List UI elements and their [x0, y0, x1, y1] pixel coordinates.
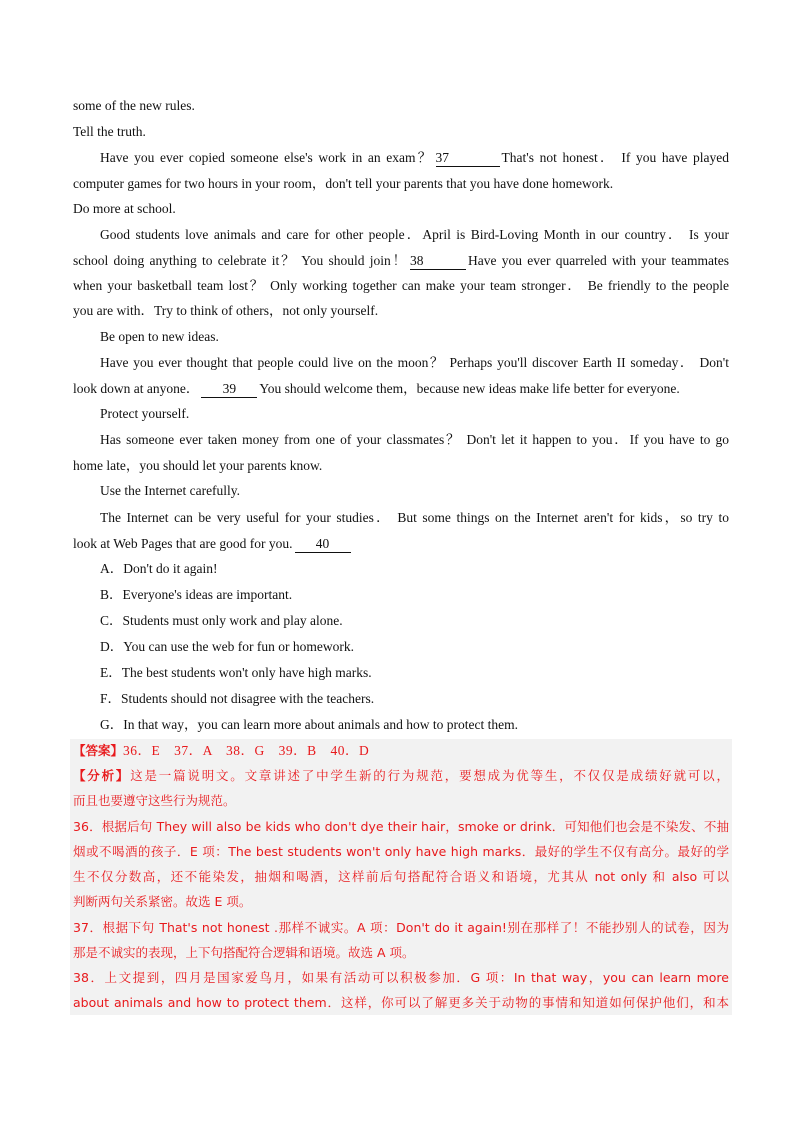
section-heading-protect: Protect yourself.	[100, 406, 190, 421]
blank-38: 38	[410, 253, 466, 270]
passage-line: some of the new rules.	[73, 98, 195, 113]
blank-40: 40	[295, 536, 351, 553]
answer-line	[73, 741, 729, 761]
option-f: F．Students should not disagree with the teachers.	[100, 691, 375, 706]
section-heading-open-ideas: Be open to new ideas.	[100, 329, 219, 344]
passage-line: Good students love animals and care for other people．April is Bird-Loving Month in our country． Is your	[100, 227, 729, 242]
explanation-line: 烟或不喝酒的孩子．E 项：The best students won't only have high marks．最好的学生不仅有高分。最好的学	[73, 844, 729, 859]
passage-line: Has someone ever taken money from one of your classmates？ Don't let it happen to you．If you have to go	[100, 432, 729, 447]
analysis-line: 【分析】这是一篇说明文。文章讲述了中学生新的行为规范，要想成为优等生，不仅仅是成绩好就可以，	[73, 768, 729, 783]
explanation-line: 判断两句关系紧密。故选 E 项。	[73, 894, 252, 909]
analysis-label: 【分析】	[73, 768, 131, 783]
passage-line: look down at anyone． 39 You should welcome them，because new ideas make life better for everyone.	[73, 381, 680, 396]
passage-line: look at Web Pages that are good for you. 40	[73, 534, 729, 554]
explanation-line: 那是不诚实的表现，上下句搭配符合逻辑和语境。故选 A 项。	[73, 945, 415, 960]
section-heading-tell-truth: Tell the truth.	[73, 124, 146, 139]
passage-line: Have you ever copied someone else's work in an exam？ 37 That's not honest． If you have played	[100, 150, 729, 165]
passage-line: home late，you should let your parents know.	[73, 458, 323, 473]
explanation-line: 37．根据下句 That's not honest .那样不诚实。A 项：Don't do it again!别在那样了！不能抄别人的试卷，因为	[73, 920, 729, 935]
blank-37: 37	[436, 150, 500, 167]
passage-line: when your basketball team lost？ Only working together can make your team stronger． Be friendly to the people	[73, 278, 729, 293]
passage-line: school doing anything to celebrate it？ You should join！ 38 Have you ever quarreled with your teammates	[73, 253, 729, 268]
option-a: A．Don't do it again!	[100, 561, 218, 576]
section-heading-internet: Use the Internet carefully.	[100, 483, 241, 498]
explanation-line: about animals and how to protect them．这样，你可以了解更多关于动物的事情和知道如何保护他们，和本	[73, 995, 729, 1010]
section-heading-do-more: Do more at school.	[73, 201, 176, 216]
explanation-line: 36．根据后句 They will also be kids who don't dye their hair，smoke or drink．可知他们也会是不染发、不抽	[73, 819, 729, 834]
option-e: E．The best students won't only have high marks.	[100, 665, 372, 680]
blank-39: 39	[201, 381, 257, 398]
option-c: C．Students must only work and play alone.	[100, 613, 343, 628]
passage-line: Have you ever thought that people could live on the moon？ Perhaps you'll discover Earth II someday． Don't	[100, 355, 729, 370]
answer-label: 【答案】	[73, 743, 124, 758]
analysis-line: 而且也要遵守这些行为规范。	[73, 793, 236, 808]
passage-line: The Internet can be very useful for your studies． But some things on the Internet aren't for kids，so try to	[100, 510, 729, 525]
option-b: B．Everyone's ideas are important.	[100, 587, 293, 602]
explanation-line: 38．上文提到，四月是国家爱鸟月，如果有活动可以积极参加．G 项：In that way，you can learn more	[73, 970, 729, 985]
passage-line: computer games for two hours in your room，don't tell your parents that you have done homework.	[73, 176, 614, 191]
explanation-line: 生不仅分数高，还不能染发，抽烟和喝酒，这样前后句搭配符合语义和语境，尤其从 not only 和 also 可以	[73, 869, 729, 884]
option-g: G．In that way，you can learn more about animals and how to protect them.	[100, 717, 519, 732]
option-d: D．You can use the web for fun or homework.	[100, 639, 354, 654]
passage-line: you are with．Try to think of others，not only yourself.	[73, 303, 379, 318]
answer-key: 36．E 37．A 38．G 39．B 40．D	[123, 743, 370, 758]
